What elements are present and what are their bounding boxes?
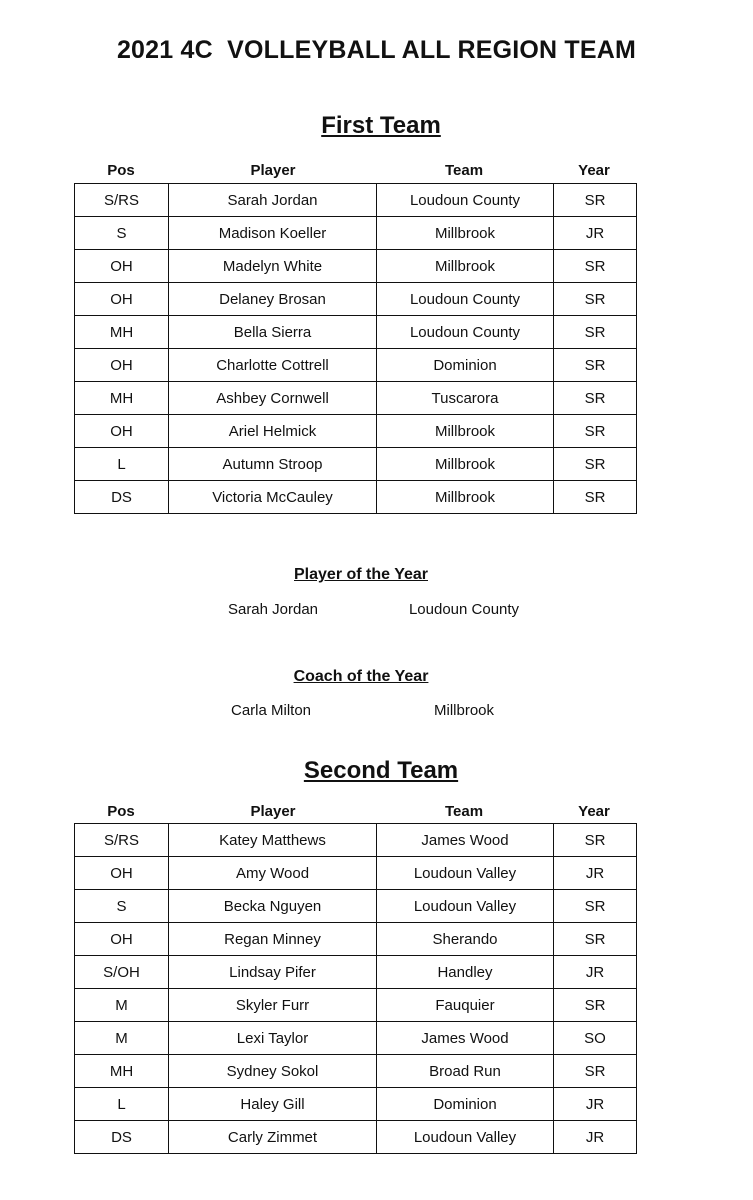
cell-pos: S — [75, 890, 169, 923]
cell-player: Charlotte Cottrell — [169, 349, 377, 382]
cell-team: Loudoun Valley — [377, 1121, 554, 1154]
cell-pos: MH — [75, 382, 169, 415]
cell-pos: L — [75, 448, 169, 481]
cell-year: SR — [554, 184, 637, 217]
cell-year: JR — [554, 217, 637, 250]
table-row — [75, 989, 637, 1022]
table-row — [75, 824, 637, 857]
cell-player: Madelyn White — [169, 250, 377, 283]
second-team-column-headers — [0, 803, 753, 825]
cell-pos: MH — [75, 316, 169, 349]
cell-pos: OH — [75, 349, 169, 382]
cell-player: Carly Zimmet — [169, 1121, 377, 1154]
coach-of-year-name: Carla Milton — [230, 702, 312, 719]
cell-year: SR — [554, 989, 637, 1022]
cell-year: SR — [554, 481, 637, 514]
cell-team: Loudoun County — [377, 184, 554, 217]
player-of-year-heading: Player of the Year — [294, 566, 428, 583]
cell-team: Loudoun County — [377, 316, 554, 349]
cell-team: Millbrook — [377, 448, 554, 481]
cell-player: Delaney Brosan — [169, 283, 377, 316]
cell-pos: L — [75, 1088, 169, 1121]
cell-team: Millbrook — [377, 250, 554, 283]
column-header-team: Team — [444, 803, 484, 820]
cell-year: JR — [554, 1121, 637, 1154]
table-row — [75, 923, 637, 956]
column-header-year: Year — [578, 803, 610, 820]
cell-team: Loudoun Valley — [377, 857, 554, 890]
cell-player: Lexi Taylor — [169, 1022, 377, 1055]
cell-pos: OH — [75, 415, 169, 448]
cell-pos: OH — [75, 923, 169, 956]
cell-pos: OH — [75, 283, 169, 316]
cell-player: Victoria McCauley — [169, 481, 377, 514]
cell-player: Becka Nguyen — [169, 890, 377, 923]
cell-team: Dominion — [377, 349, 554, 382]
first-team-column-headers — [0, 162, 753, 184]
column-header-pos: Pos — [107, 803, 135, 820]
cell-team: Handley — [377, 956, 554, 989]
cell-team: James Wood — [377, 1022, 554, 1055]
table-row — [75, 1022, 637, 1055]
table-row — [75, 1088, 637, 1121]
cell-player: Madison Koeller — [169, 217, 377, 250]
cell-team: Millbrook — [377, 217, 554, 250]
cell-team: James Wood — [377, 824, 554, 857]
cell-year: SR — [554, 1055, 637, 1088]
cell-team: Loudoun County — [377, 283, 554, 316]
cell-player: Katey Matthews — [169, 824, 377, 857]
cell-player: Sarah Jordan — [169, 184, 377, 217]
cell-year: SR — [554, 250, 637, 283]
table-row — [75, 316, 637, 349]
table-row — [75, 956, 637, 989]
table-row — [75, 382, 637, 415]
coach-of-year-heading: Coach of the Year — [293, 668, 429, 685]
cell-player: Ariel Helmick — [169, 415, 377, 448]
cell-year: SR — [554, 824, 637, 857]
coach-of-year-team: Millbrook — [433, 702, 495, 719]
table-row — [75, 1121, 637, 1154]
cell-year: SR — [554, 349, 637, 382]
cell-year: SR — [554, 382, 637, 415]
cell-year: SR — [554, 890, 637, 923]
cell-player: Lindsay Pifer — [169, 956, 377, 989]
cell-player: Skyler Furr — [169, 989, 377, 1022]
player-of-year-name: Sarah Jordan — [227, 601, 319, 618]
cell-player: Autumn Stroop — [169, 448, 377, 481]
column-header-pos: Pos — [107, 162, 135, 179]
cell-team: Dominion — [377, 1088, 554, 1121]
cell-player: Sydney Sokol — [169, 1055, 377, 1088]
table-row — [75, 1055, 637, 1088]
table-row — [75, 415, 637, 448]
cell-team: Broad Run — [377, 1055, 554, 1088]
cell-pos: OH — [75, 250, 169, 283]
cell-team: Loudoun Valley — [377, 890, 554, 923]
cell-player: Bella Sierra — [169, 316, 377, 349]
column-header-team: Team — [444, 162, 484, 179]
table-row — [75, 857, 637, 890]
cell-pos: S/RS — [75, 824, 169, 857]
cell-pos: S/OH — [75, 956, 169, 989]
cell-year: SO — [554, 1022, 637, 1055]
cell-team: Tuscarora — [377, 382, 554, 415]
cell-team: Millbrook — [377, 415, 554, 448]
table-row — [75, 890, 637, 923]
cell-year: JR — [554, 1088, 637, 1121]
cell-pos: S/RS — [75, 184, 169, 217]
player-of-year-team: Loudoun County — [408, 601, 520, 618]
table-row — [75, 448, 637, 481]
second-team-table — [74, 823, 637, 1154]
cell-year: JR — [554, 857, 637, 890]
table-row — [75, 349, 637, 382]
cell-year: JR — [554, 956, 637, 989]
cell-year: SR — [554, 415, 637, 448]
page-title: 2021 4C VOLLEYBALL ALL REGION TEAM — [116, 36, 637, 64]
cell-pos: M — [75, 1022, 169, 1055]
cell-year: SR — [554, 283, 637, 316]
cell-team: Millbrook — [377, 481, 554, 514]
cell-player: Haley Gill — [169, 1088, 377, 1121]
cell-year: SR — [554, 448, 637, 481]
column-header-player: Player — [250, 803, 296, 820]
cell-player: Regan Minney — [169, 923, 377, 956]
cell-pos: DS — [75, 1121, 169, 1154]
table-row — [75, 184, 637, 217]
cell-player: Ashbey Cornwell — [169, 382, 377, 415]
cell-pos: MH — [75, 1055, 169, 1088]
cell-pos: S — [75, 217, 169, 250]
first-team-table — [74, 183, 637, 514]
cell-team: Sherando — [377, 923, 554, 956]
column-header-year: Year — [578, 162, 610, 179]
second-team-heading: Second Team — [303, 757, 459, 784]
table-row — [75, 481, 637, 514]
cell-year: SR — [554, 923, 637, 956]
cell-pos: OH — [75, 857, 169, 890]
cell-team: Fauquier — [377, 989, 554, 1022]
first-team-heading: First Team — [321, 112, 441, 139]
cell-year: SR — [554, 316, 637, 349]
cell-pos: M — [75, 989, 169, 1022]
table-row — [75, 283, 637, 316]
cell-pos: DS — [75, 481, 169, 514]
table-row — [75, 217, 637, 250]
column-header-player: Player — [250, 162, 296, 179]
table-row — [75, 250, 637, 283]
cell-player: Amy Wood — [169, 857, 377, 890]
